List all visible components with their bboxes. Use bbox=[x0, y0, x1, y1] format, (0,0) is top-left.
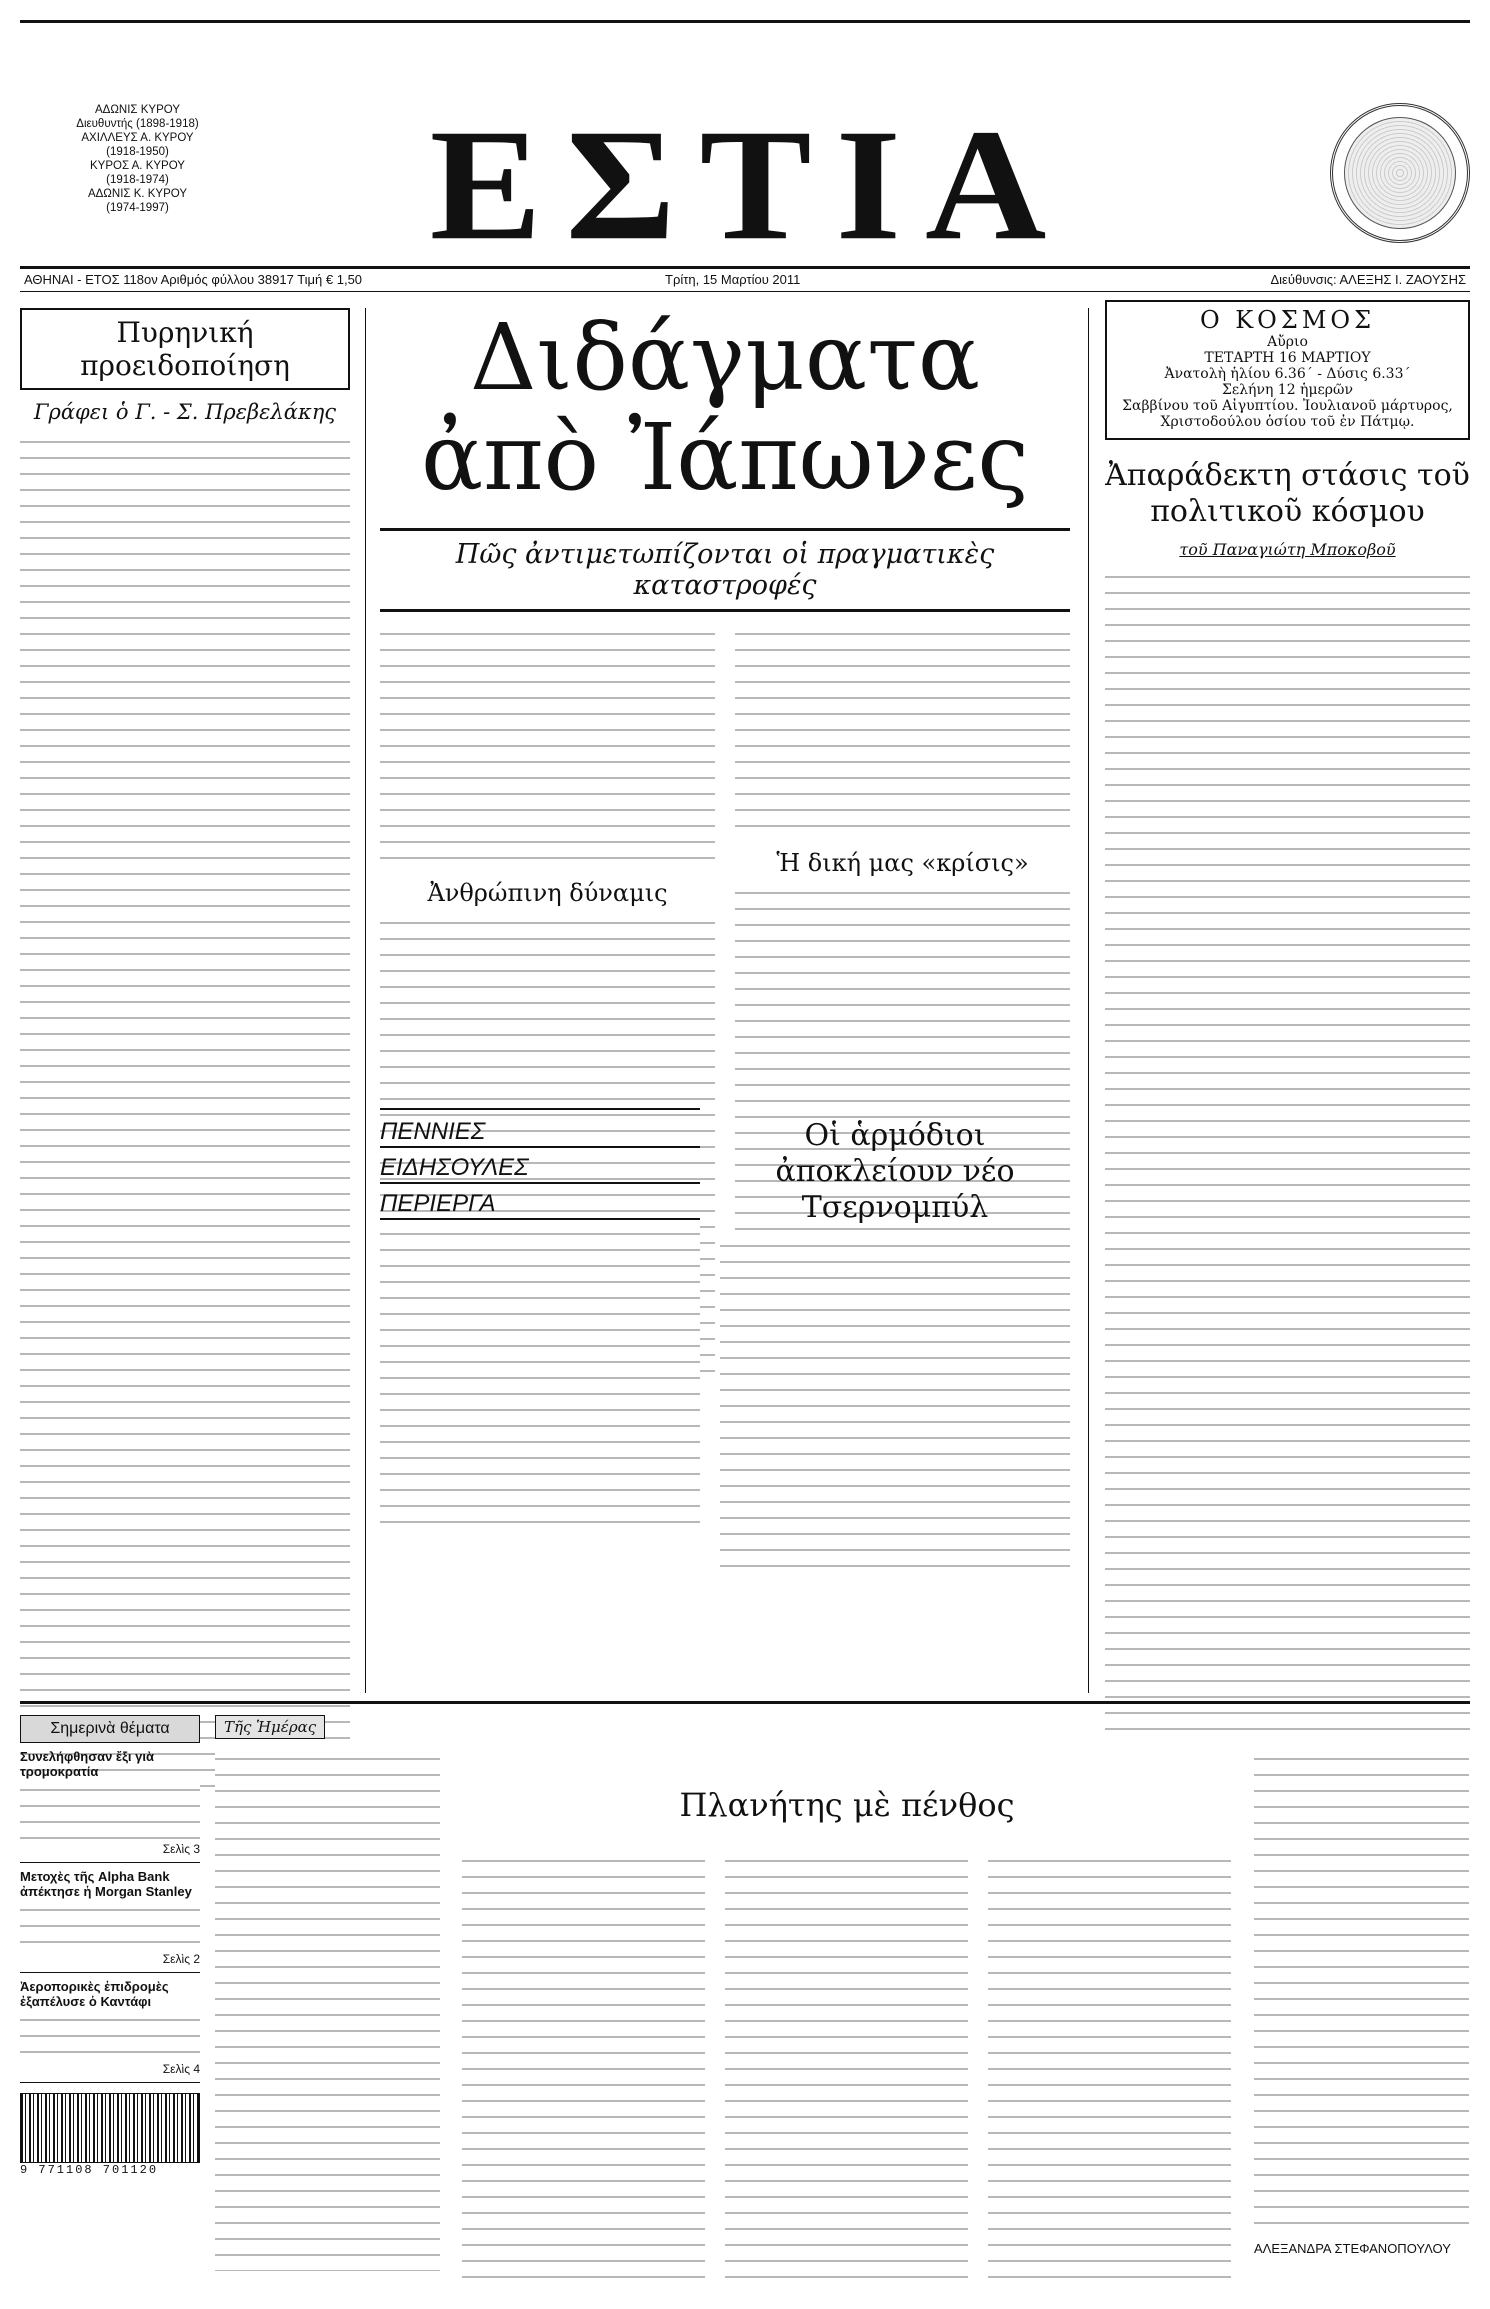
misc-tag: ΠΕΡΙΕΡΓΑ bbox=[380, 1190, 700, 1220]
article-body bbox=[1105, 569, 1470, 1744]
newspaper-title: ΕΣΤΙΑ bbox=[429, 96, 1071, 274]
todays-topics bbox=[20, 1715, 200, 2177]
middle-article bbox=[720, 1118, 1070, 1578]
topic-item[interactable] bbox=[20, 1973, 200, 2083]
article-byline: τοῦ Παναγιώτη Μποκοβοῦ bbox=[1179, 540, 1396, 559]
founder-line: ΑΧΙΛΛΕΥΣ Α. ΚΥΡΟΥ bbox=[81, 132, 194, 144]
topic-item[interactable] bbox=[20, 1743, 200, 1863]
topic-page: Σελὶς 4 bbox=[162, 2062, 200, 2076]
edition-info: ΑΘΗΝΑΙ - ΕΤΟΣ 118ον Αριθμός φύλλου 38917 Τιμή € 1,50 bbox=[24, 272, 363, 287]
founder-line: ΑΔΩΝΙΣ ΚΥΡΟΥ bbox=[94, 104, 180, 116]
kosmos-line: Ἀνατολὴ ἡλίου 6.36΄ - Δύσις 6.33΄ bbox=[1164, 366, 1411, 382]
director-info: Διεύθυνσις: ΑΛΕΞΗΣ Ι. ΖΑΟΥΣΗΣ bbox=[1270, 272, 1466, 287]
kosmos-line: Αὔριο bbox=[1267, 334, 1308, 350]
lead-deck: Πῶς ἀντιμετωπίζονται οἱ πραγματικὲς καταστροφές bbox=[380, 528, 1070, 612]
founder-line: (1918-1950) bbox=[106, 146, 169, 158]
founder-line: Διευθυντής (1898-1918) bbox=[76, 118, 199, 130]
kosmos-line: ΤΕΤΑΡΤΗ 16 ΜΑΡΤΙΟΥ bbox=[1204, 350, 1371, 366]
issue-date: Τρίτη, 15 Μαρτίου 2011 bbox=[665, 272, 801, 287]
barcode-icon bbox=[20, 2093, 200, 2163]
subhead: Ἀνθρώπινη δύναμις bbox=[427, 879, 668, 907]
column-author: ΑΛΕΞΑΝΔΡΑ ΣΤΕΦΑΝΟΠΟΥΛΟΥ bbox=[1254, 2241, 1451, 2256]
masthead bbox=[20, 96, 1470, 274]
dateline bbox=[20, 266, 1470, 292]
kosmos-line: Σαββίνου τοῦ Αἰγυπτίου. Ἰουλιανοῦ μάρτυρος, bbox=[1122, 398, 1453, 414]
right-column bbox=[1105, 300, 1470, 1744]
kosmos-title: Ο ΚΟΣΜΟΣ bbox=[1199, 306, 1376, 334]
column-label: Τῆς Ἡμέρας bbox=[215, 1715, 325, 1739]
topic-item[interactable] bbox=[20, 1863, 200, 1973]
founder-line: (1974-1997) bbox=[106, 202, 169, 214]
misc-box bbox=[380, 1108, 700, 1526]
article-title: Οἱ ἁρμόδιοι ἀποκλείουν νέο Τσερνομπύλ bbox=[775, 1118, 1015, 1225]
column-title: Πλανήτης μὲ πένθος bbox=[679, 1786, 1015, 1824]
coin-emblem-icon bbox=[1330, 103, 1470, 243]
topic-title: Συνελήφθησαν ἔξι γιὰ τρομοκρατία bbox=[20, 1749, 154, 1779]
left-article bbox=[20, 308, 350, 1799]
kosmos-line: Χριστοδούλου ὁσίου τοῦ ἐν Πάτμῳ. bbox=[1160, 414, 1415, 430]
article-title: Ἀπαράδεκτη στάσις τοῦ πολιτικοῦ κόσμου bbox=[1105, 458, 1470, 529]
article-byline: Γράφει ὁ Γ. - Σ. Πρεβελάκης bbox=[33, 400, 337, 424]
founder-line: ΑΔΩΝΙΣ Κ. ΚΥΡΟΥ bbox=[87, 188, 188, 200]
article-body bbox=[735, 626, 1070, 841]
kosmos-box bbox=[1105, 300, 1470, 440]
lead-headline: ἀπὸ Ἰάπωνες bbox=[421, 404, 1029, 511]
misc-tag: ΠΕΝΝΙΕΣ bbox=[380, 1118, 700, 1148]
subhead: Ἡ δική μας «κρίσις» bbox=[776, 849, 1029, 877]
todays-column bbox=[215, 1715, 1470, 2283]
topic-title: Ἀεροπορικὲς ἐπιδρομὲς ἐξαπέλυσε ὁ Καντάφι bbox=[20, 1979, 169, 2009]
article-body bbox=[380, 626, 715, 871]
founder-line: (1918-1974) bbox=[106, 174, 169, 186]
topic-page: Σελὶς 2 bbox=[162, 1952, 200, 1966]
article-body bbox=[720, 1238, 1070, 1578]
article-title: Πυρηνική προειδοποίηση bbox=[20, 308, 350, 390]
founders-list bbox=[20, 103, 255, 215]
kosmos-line: Σελήνη 12 ἡμερῶν bbox=[1222, 382, 1353, 398]
lead-headline: Διδάγματα bbox=[470, 304, 980, 411]
barcode-number: 9 771108 701120 bbox=[20, 2163, 159, 2177]
topic-page: Σελὶς 3 bbox=[162, 1842, 200, 1856]
newspaper-page bbox=[20, 20, 1470, 2290]
article-body bbox=[20, 434, 350, 1799]
topic-title: Μετοχὲς τῆς Alpha Bank ἀπέκτησε ἡ Morgan Stanley bbox=[20, 1869, 192, 1899]
misc-tag: ΕΙΔΗΣΟΥΛΕΣ bbox=[380, 1154, 700, 1184]
founder-line: ΚΥΡΟΣ Α. ΚΥΡΟΥ bbox=[90, 160, 185, 172]
misc-body bbox=[380, 1226, 700, 1526]
sidebar-title: Σημερινὰ θέματα bbox=[20, 1715, 200, 1743]
